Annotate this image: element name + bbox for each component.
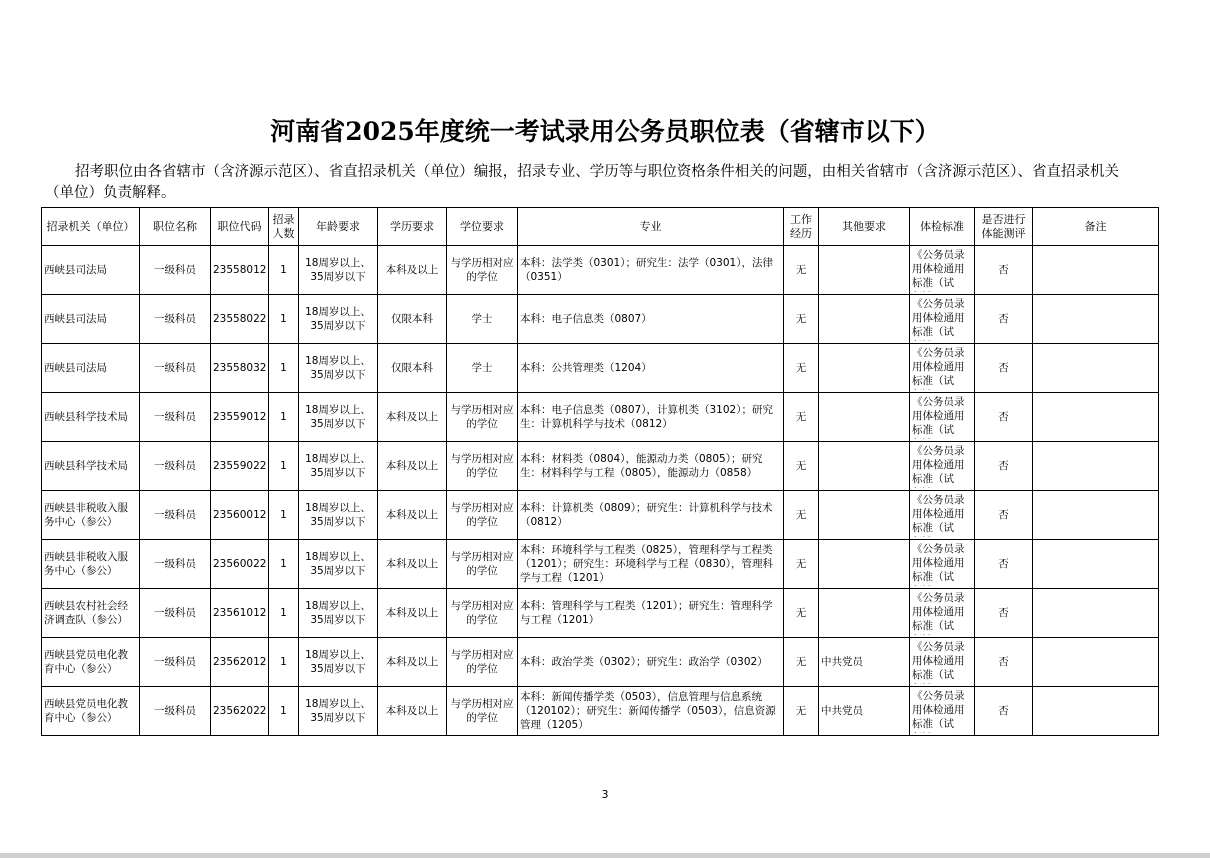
cell-age: 18周岁以上、35周岁以下	[299, 589, 378, 638]
cell-remark	[1033, 540, 1159, 589]
cell-count: 1	[269, 687, 299, 736]
cell-experience: 无	[784, 687, 819, 736]
cell-other	[819, 491, 910, 540]
cell-count: 1	[269, 491, 299, 540]
cell-major: 本科：电子信息类（0807），计算机类（3102）；研究生：计算机科学与技术（0812）	[518, 393, 784, 442]
cell-count: 1	[269, 442, 299, 491]
cell-fitness: 否	[975, 442, 1033, 491]
medical-standard-text: 《公务员录用体检通用标准（试	[912, 592, 965, 632]
cell-position: 一级科员	[140, 344, 211, 393]
cell-degree: 与学历相对应的学位	[447, 246, 518, 295]
header-experience: 工作经历	[784, 208, 819, 246]
cell-degree: 与学历相对应的学位	[447, 638, 518, 687]
cell-education: 本科及以上	[378, 491, 447, 540]
cell-other	[819, 344, 910, 393]
cell-remark	[1033, 344, 1159, 393]
cell-degree: 与学历相对应的学位	[447, 442, 518, 491]
cell-position: 一级科员	[140, 246, 211, 295]
cell-org: 西峡县司法局	[42, 344, 140, 393]
cell-org: 西峡县农村社会经济调查队（参公）	[42, 589, 140, 638]
header-count: 招录人数	[269, 208, 299, 246]
cell-fitness: 否	[975, 540, 1033, 589]
cell-fitness: 否	[975, 393, 1033, 442]
cell-remark	[1033, 589, 1159, 638]
cell-major: 本科：法学类（0301）；研究生：法学（0301），法律（0351）	[518, 246, 784, 295]
table-row	[42, 540, 1159, 589]
cell-fitness: 否	[975, 246, 1033, 295]
cell-medical	[910, 442, 975, 491]
cell-education: 仅限本科	[378, 344, 447, 393]
cell-position: 一级科员	[140, 442, 211, 491]
cell-org: 西峡县非税收入服务中心（参公）	[42, 491, 140, 540]
cell-count: 1	[269, 638, 299, 687]
header-major: 专业	[518, 208, 784, 246]
cell-other	[819, 246, 910, 295]
cell-org: 西峡县科学技术局	[42, 393, 140, 442]
table-header-row	[42, 208, 1159, 246]
medical-standard-text: 《公务员录用体检通用标准（试	[912, 494, 965, 534]
cell-age: 18周岁以上、35周岁以下	[299, 638, 378, 687]
cell-count: 1	[269, 540, 299, 589]
cell-medical	[910, 246, 975, 295]
cell-position: 一级科员	[140, 491, 211, 540]
cell-medical	[910, 589, 975, 638]
cell-education: 本科及以上	[378, 589, 447, 638]
cell-medical	[910, 491, 975, 540]
cell-org: 西峡县非税收入服务中心（参公）	[42, 540, 140, 589]
cell-medical	[910, 638, 975, 687]
cell-code: 23558022	[211, 295, 269, 344]
cell-fitness: 否	[975, 491, 1033, 540]
cell-other	[819, 393, 910, 442]
medical-standard-text: 《公务员录用体检通用标准（试	[912, 347, 965, 387]
table-row	[42, 393, 1159, 442]
cell-other	[819, 540, 910, 589]
cell-experience: 无	[784, 589, 819, 638]
cell-age: 18周岁以上、35周岁以下	[299, 687, 378, 736]
cell-age: 18周岁以上、35周岁以下	[299, 246, 378, 295]
cell-education: 仅限本科	[378, 295, 447, 344]
medical-standard-text: 《公务员录用体检通用标准（试	[912, 445, 965, 485]
header-position: 职位名称	[140, 208, 211, 246]
intro-paragraph: 招考职位由各省辖市（含济源示范区）、省直招录机关（单位）编报，招录专业、学历等与职位资格条件相关的问题，由相关省辖市（含济源示范区）、省直招录机关（单位）负责解释。	[45, 164, 1119, 201]
medical-standard-text: 《公务员录用体检通用标准（试	[912, 641, 965, 681]
cell-age: 18周岁以上、35周岁以下	[299, 442, 378, 491]
cell-remark	[1033, 491, 1159, 540]
cell-experience: 无	[784, 638, 819, 687]
cell-code: 23558012	[211, 246, 269, 295]
medical-standard-text: 《公务员录用体检通用标准（试	[912, 543, 965, 583]
cell-remark	[1033, 393, 1159, 442]
cell-major: 本科：电子信息类（0807）	[518, 295, 784, 344]
page-number: 3	[601, 788, 609, 801]
cell-education: 本科及以上	[378, 246, 447, 295]
cell-position: 一级科员	[140, 638, 211, 687]
cell-code: 23560012	[211, 491, 269, 540]
cell-org: 西峡县司法局	[42, 295, 140, 344]
cell-age: 18周岁以上、35周岁以下	[299, 393, 378, 442]
cell-count: 1	[269, 589, 299, 638]
cell-code: 23559022	[211, 442, 269, 491]
cell-other: 中共党员	[819, 687, 910, 736]
cell-education: 本科及以上	[378, 687, 447, 736]
cell-fitness: 否	[975, 638, 1033, 687]
cell-code: 23562012	[211, 638, 269, 687]
cell-org: 西峡县科学技术局	[42, 442, 140, 491]
cell-remark	[1033, 246, 1159, 295]
cell-experience: 无	[784, 540, 819, 589]
cell-remark	[1033, 295, 1159, 344]
header-other: 其他要求	[819, 208, 910, 246]
cell-fitness: 否	[975, 687, 1033, 736]
cell-major: 本科：环境科学与工程类（0825），管理科学与工程类（1201）；研究生：环境科学与工程（0830），管理科学与工程（1201）	[518, 540, 784, 589]
cell-medical	[910, 393, 975, 442]
cell-code: 23559012	[211, 393, 269, 442]
table-row	[42, 295, 1159, 344]
medical-standard-text: 《公务员录用体检通用标准（试	[912, 690, 965, 730]
cell-org: 西峡县党员电化教育中心（参公）	[42, 687, 140, 736]
cell-count: 1	[269, 246, 299, 295]
viewer-bottom-edge	[0, 853, 1210, 858]
cell-fitness: 否	[975, 344, 1033, 393]
table-row	[42, 638, 1159, 687]
table-body	[42, 246, 1159, 736]
cell-experience: 无	[784, 442, 819, 491]
table-row	[42, 442, 1159, 491]
cell-age: 18周岁以上、35周岁以下	[299, 344, 378, 393]
cell-medical	[910, 295, 975, 344]
cell-code: 23561012	[211, 589, 269, 638]
cell-count: 1	[269, 393, 299, 442]
cell-remark	[1033, 442, 1159, 491]
medical-standard-text: 《公务员录用体检通用标准（试	[912, 298, 965, 338]
table-row	[42, 491, 1159, 540]
table-row	[42, 344, 1159, 393]
header-medical: 体检标准	[910, 208, 975, 246]
table-row	[42, 589, 1159, 638]
medical-standard-text: 《公务员录用体检通用标准（试	[912, 249, 965, 289]
cell-medical	[910, 344, 975, 393]
medical-standard-text: 《公务员录用体检通用标准（试	[912, 396, 965, 436]
cell-position: 一级科员	[140, 589, 211, 638]
cell-major: 本科：材料类（0804），能源动力类（0805）；研究生：材料科学与工程（0805），能源动力（0858）	[518, 442, 784, 491]
cell-position: 一级科员	[140, 393, 211, 442]
cell-degree: 与学历相对应的学位	[447, 687, 518, 736]
cell-other: 中共党员	[819, 638, 910, 687]
cell-fitness: 否	[975, 589, 1033, 638]
cell-education: 本科及以上	[378, 540, 447, 589]
cell-position: 一级科员	[140, 687, 211, 736]
cell-count: 1	[269, 295, 299, 344]
cell-code: 23562022	[211, 687, 269, 736]
cell-count: 1	[269, 344, 299, 393]
cell-degree: 与学历相对应的学位	[447, 589, 518, 638]
header-education: 学历要求	[378, 208, 447, 246]
header-remark: 备注	[1033, 208, 1159, 246]
cell-medical	[910, 687, 975, 736]
cell-org: 西峡县党员电化教育中心（参公）	[42, 638, 140, 687]
cell-org: 西峡县司法局	[42, 246, 140, 295]
cell-education: 本科及以上	[378, 442, 447, 491]
cell-remark	[1033, 687, 1159, 736]
header-fitness: 是否进行体能测评	[975, 208, 1033, 246]
table-row	[42, 687, 1159, 736]
positions-table	[41, 207, 1159, 736]
cell-experience: 无	[784, 246, 819, 295]
cell-position: 一级科员	[140, 295, 211, 344]
header-age: 年龄要求	[299, 208, 378, 246]
cell-remark	[1033, 638, 1159, 687]
cell-major: 本科：公共管理类（1204）	[518, 344, 784, 393]
cell-major: 本科：政治学类（0302）；研究生：政治学（0302）	[518, 638, 784, 687]
cell-education: 本科及以上	[378, 638, 447, 687]
cell-age: 18周岁以上、35周岁以下	[299, 540, 378, 589]
cell-fitness: 否	[975, 295, 1033, 344]
cell-degree: 学士	[447, 295, 518, 344]
cell-education: 本科及以上	[378, 393, 447, 442]
cell-age: 18周岁以上、35周岁以下	[299, 295, 378, 344]
cell-code: 23560022	[211, 540, 269, 589]
header-degree: 学位要求	[447, 208, 518, 246]
header-org: 招录机关（单位）	[42, 208, 140, 246]
cell-degree: 与学历相对应的学位	[447, 491, 518, 540]
cell-other	[819, 589, 910, 638]
cell-other	[819, 295, 910, 344]
cell-major: 本科：计算机类（0809）；研究生：计算机科学与技术（0812）	[518, 491, 784, 540]
cell-major: 本科：新闻传播学类（0503），信息管理与信息系统（120102）；研究生：新闻传播学（0503），信息资源管理（1205）	[518, 687, 784, 736]
cell-position: 一级科员	[140, 540, 211, 589]
cell-other	[819, 442, 910, 491]
cell-experience: 无	[784, 393, 819, 442]
document-title: 河南省2025年度统一考试录用公务员职位表（省辖市以下）	[270, 117, 940, 146]
cell-experience: 无	[784, 344, 819, 393]
header-code: 职位代码	[211, 208, 269, 246]
cell-code: 23558032	[211, 344, 269, 393]
cell-medical	[910, 540, 975, 589]
cell-experience: 无	[784, 295, 819, 344]
cell-experience: 无	[784, 491, 819, 540]
cell-major: 本科：管理科学与工程类（1201）；研究生：管理科学与工程（1201）	[518, 589, 784, 638]
cell-degree: 与学历相对应的学位	[447, 393, 518, 442]
cell-age: 18周岁以上、35周岁以下	[299, 491, 378, 540]
table-row	[42, 246, 1159, 295]
cell-degree: 与学历相对应的学位	[447, 540, 518, 589]
cell-degree: 学士	[447, 344, 518, 393]
